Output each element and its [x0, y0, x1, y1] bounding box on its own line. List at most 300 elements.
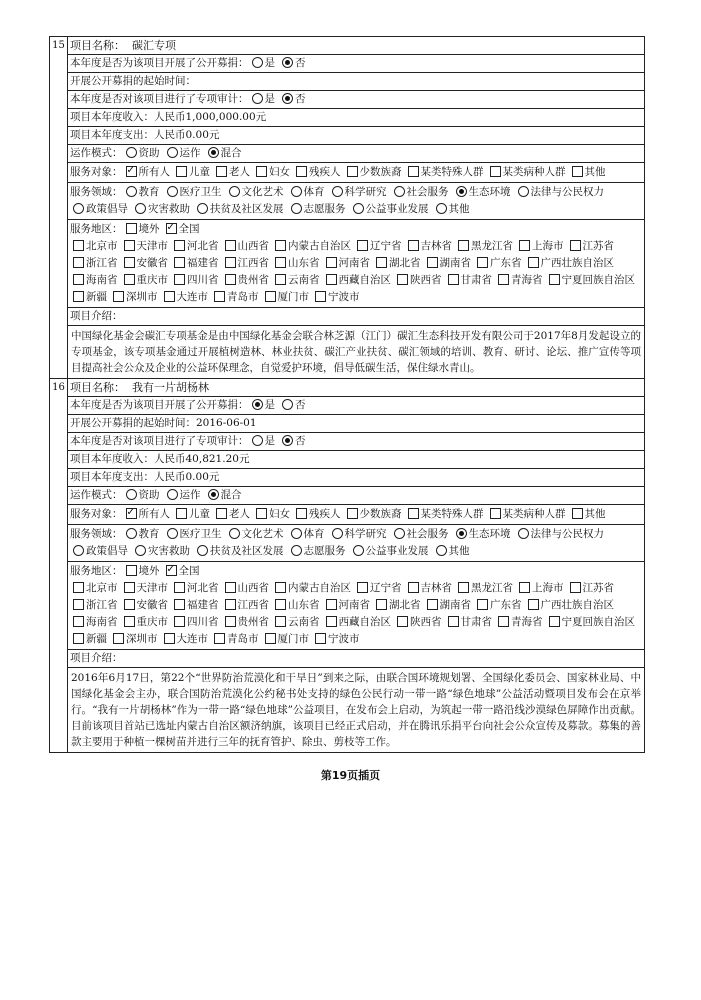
checkbox-unchecked-icon: [174, 616, 185, 627]
checkbox-unchecked-icon: [275, 274, 286, 285]
income-row: 项目本年度收入：人民币1,000,000.00元: [68, 109, 644, 127]
radio-unselected-icon: [167, 147, 178, 158]
checkbox-unchecked-icon: [225, 257, 236, 268]
region-10-option[interactable]: 浙江省: [70, 597, 118, 614]
project-name: 碳汇专项: [132, 39, 176, 52]
region-34-option[interactable]: 厦门市: [262, 289, 310, 306]
field-13-option[interactable]: 其他: [433, 545, 470, 557]
radio-unselected-icon: [167, 489, 178, 500]
checkbox-unchecked-icon: [174, 599, 185, 610]
region-34-option[interactable]: 厦门市: [262, 631, 310, 648]
region-35-option[interactable]: 宁波市: [312, 289, 360, 306]
checkbox-unchecked-icon: [174, 240, 185, 251]
checkbox-unchecked-icon: [326, 274, 337, 285]
checkbox-unchecked-icon: [427, 599, 438, 610]
field-11-option[interactable]: 志愿服务: [288, 203, 346, 215]
checkbox-checked-icon: [166, 223, 177, 234]
checkbox-unchecked-icon: [225, 582, 236, 593]
checkbox-unchecked-icon: [572, 166, 583, 177]
field-7-option[interactable]: 法律与公民权力: [515, 528, 605, 540]
region-22-option[interactable]: 四川省: [171, 614, 219, 631]
checkbox-unchecked-icon: [448, 274, 459, 285]
radio-unselected-icon: [353, 545, 364, 556]
radio-unselected-icon: [135, 203, 146, 214]
service-4-option[interactable]: 残疾人: [293, 506, 341, 523]
expense-row: 项目本年度支出：人民币0.00元: [68, 127, 644, 145]
region-31-option[interactable]: 深圳市: [110, 289, 158, 306]
checkbox-unchecked-icon: [256, 166, 267, 177]
radio-unselected-icon: [518, 528, 529, 539]
audit-no-option[interactable]: 否: [279, 435, 306, 447]
region-24-option[interactable]: 云南省: [272, 614, 320, 631]
checkbox-unchecked-icon: [174, 274, 185, 285]
checkbox-unchecked-icon: [265, 633, 276, 644]
radio-unselected-icon: [252, 435, 263, 446]
field-13-option[interactable]: 其他: [433, 203, 470, 215]
field-3-option[interactable]: 体育: [288, 528, 325, 540]
service-8-option[interactable]: 其他: [569, 506, 606, 523]
checkbox-unchecked-icon: [519, 582, 530, 593]
service-2-option[interactable]: 老人: [213, 164, 250, 181]
checkbox-unchecked-icon: [225, 240, 236, 251]
checkbox-unchecked-icon: [570, 582, 581, 593]
service-0-option[interactable]: ✓ 所有人: [123, 506, 171, 523]
region-30-option[interactable]: 新疆: [70, 289, 107, 306]
checkbox-unchecked-icon: [570, 240, 581, 251]
field-6-option[interactable]: 生态环境: [453, 186, 511, 198]
checkbox-unchecked-icon: [73, 582, 84, 593]
checkbox-unchecked-icon: [347, 166, 358, 177]
service-field-row: 服务领域： 教育 医疗卫生 文化艺术 体育 科学研究 社会服务 生态环境 法律与公民权力政策倡导 灾害救助 扶贫及社区发展 志愿服务 公益事业发展 其他: [68, 525, 644, 562]
checkbox-unchecked-icon: [408, 240, 419, 251]
checkbox-unchecked-icon: [275, 582, 286, 593]
checkbox-unchecked-icon: [490, 166, 501, 177]
service-1-option[interactable]: 儿童: [173, 506, 210, 523]
mode-2-option[interactable]: 混合: [205, 147, 242, 159]
region-21-option[interactable]: 重庆市: [121, 614, 169, 631]
checkbox-unchecked-icon: [275, 257, 286, 268]
region-28-option[interactable]: 青海省: [495, 272, 543, 289]
checkbox-unchecked-icon: [225, 599, 236, 610]
mode-1-option[interactable]: 运作: [164, 489, 201, 501]
region-26-option[interactable]: 陕西省: [394, 272, 442, 289]
checkbox-unchecked-icon: [174, 582, 185, 593]
radio-unselected-icon: [353, 203, 364, 214]
checkbox-unchecked-icon: [164, 291, 175, 302]
checkbox-unchecked-icon: [275, 599, 286, 610]
region-29-option[interactable]: 宁夏回族自治区: [546, 272, 636, 289]
radio-unselected-icon: [167, 186, 178, 197]
region-2-option[interactable]: 河北省: [171, 580, 219, 597]
region-1-option[interactable]: 天津市: [121, 580, 169, 597]
checkbox-unchecked-icon: [397, 616, 408, 627]
checkbox-unchecked-icon: [275, 240, 286, 251]
expense-value: 人民币0.00元: [154, 471, 220, 483]
region-8-option[interactable]: 上海市: [516, 580, 564, 597]
project-index: 15: [50, 37, 68, 378]
region-20-option[interactable]: 海南省: [70, 614, 118, 631]
field-8-option[interactable]: 政策倡导: [70, 203, 128, 215]
checkbox-unchecked-icon: [408, 582, 419, 593]
region-31-option[interactable]: 深圳市: [110, 631, 158, 648]
field-1-option[interactable]: 医疗卫生: [164, 186, 222, 198]
checkbox-unchecked-icon: [296, 166, 307, 177]
field-9-option[interactable]: 灾害救助: [132, 203, 190, 215]
radio-unselected-icon: [518, 186, 529, 197]
region-3-option[interactable]: 山西省: [222, 580, 270, 597]
checkbox-unchecked-icon: [549, 616, 560, 627]
checkbox-unchecked-icon: [427, 257, 438, 268]
region-17-option[interactable]: 湖南省: [424, 255, 472, 272]
field-2-option[interactable]: 文化艺术: [226, 528, 284, 540]
checkbox-unchecked-icon: [376, 257, 387, 268]
checkbox-checked-icon: [166, 565, 177, 576]
radio-unselected-icon: [73, 545, 84, 556]
checkbox-unchecked-icon: [326, 257, 337, 268]
region-3-option[interactable]: 山西省: [222, 238, 270, 255]
checkbox-unchecked-icon: [458, 582, 469, 593]
checkbox-unchecked-icon: [357, 240, 368, 251]
region-26-option[interactable]: 陕西省: [394, 614, 442, 631]
region-11-option[interactable]: 安徽省: [121, 597, 169, 614]
service-region-row: 服务地区： 境外✓ 全国 北京市 天津市 河北省 山西省 内蒙古自治区 辽宁省 吉林省 黑龙江省 上海市 江苏省浙江省 安徽省 福建省 江西省 山东省 河南省 湖北省 湖南省 广东省 广西壮族自治区海南省 重庆市 四川省 贵州省 云南省 西藏自治区 陕西省 甘肃省 青海省 宁夏回族自治区新疆 深圳市 大连市 青岛市 厦门市 宁波市: [68, 220, 644, 308]
checkbox-unchecked-icon: [73, 274, 84, 285]
radio-selected-icon: [208, 147, 219, 158]
checkbox-unchecked-icon: [73, 616, 84, 627]
checkbox-unchecked-icon: [113, 291, 124, 302]
checkbox-unchecked-icon: [124, 257, 135, 268]
checkbox-unchecked-icon: [265, 291, 276, 302]
checkbox-unchecked-icon: [176, 508, 187, 519]
mode-0-option[interactable]: 资助: [123, 489, 160, 501]
radio-unselected-icon: [126, 186, 137, 197]
region-18-option[interactable]: 广东省: [474, 255, 522, 272]
checkbox-unchecked-icon: [124, 582, 135, 593]
service-3-option[interactable]: 妇女: [253, 164, 290, 181]
field-0-option[interactable]: 教育: [123, 528, 160, 540]
mode-2-option[interactable]: 混合: [205, 489, 242, 501]
checkbox-unchecked-icon: [549, 274, 560, 285]
project-index: 16: [50, 379, 68, 752]
field-9-option[interactable]: 灾害救助: [132, 545, 190, 557]
radio-unselected-icon: [73, 203, 84, 214]
region-0-option[interactable]: 北京市: [70, 580, 118, 597]
region-12-option[interactable]: 福建省: [171, 255, 219, 272]
fundraising-row: 本年度是否为该项目开展了公开募捐： 是 否: [68, 397, 644, 415]
region-9-option[interactable]: 江苏省: [567, 238, 615, 255]
region-top-1-option[interactable]: ✓ 全国: [163, 221, 200, 238]
checkbox-unchecked-icon: [572, 508, 583, 519]
region-6-option[interactable]: 吉林省: [405, 238, 453, 255]
audit-yes-option[interactable]: 是: [249, 435, 276, 447]
service-target-row: 服务对象：✓ 所有人 儿童 老人 妇女 残疾人 少数族裔 某类特殊人群 某类病种人群 其他: [68, 163, 644, 183]
region-33-option[interactable]: 青岛市: [211, 289, 259, 306]
region-14-option[interactable]: 山东省: [272, 255, 320, 272]
checkbox-checked-icon: [126, 166, 137, 177]
region-19-option[interactable]: 广西壮族自治区: [525, 597, 615, 614]
income-value: 人民币40,821.20元: [154, 453, 250, 465]
region-17-option[interactable]: 湖南省: [424, 597, 472, 614]
region-4-option[interactable]: 内蒙古自治区: [272, 580, 351, 597]
project-block: [50, 37, 644, 379]
field-4-option[interactable]: 科学研究: [329, 528, 387, 540]
field-10-option[interactable]: 扶贫及社区发展: [194, 203, 284, 215]
fundraising-yes-option[interactable]: 是: [249, 399, 276, 411]
audit-no-option[interactable]: 否: [279, 93, 306, 105]
expense-value: 人民币0.00元: [154, 129, 220, 141]
income-row: 项目本年度收入：人民币40,821.20元: [68, 451, 644, 469]
radio-unselected-icon: [332, 186, 343, 197]
region-24-option[interactable]: 云南省: [272, 272, 320, 289]
region-8-option[interactable]: 上海市: [516, 238, 564, 255]
checkbox-unchecked-icon: [214, 633, 225, 644]
service-6-option[interactable]: 某类特殊人群: [405, 506, 484, 523]
service-2-option[interactable]: 老人: [213, 506, 250, 523]
checkbox-unchecked-icon: [347, 508, 358, 519]
service-7-option[interactable]: 某类病种人群: [487, 164, 566, 181]
radio-selected-icon: [456, 186, 467, 197]
radio-unselected-icon: [197, 203, 208, 214]
field-10-option[interactable]: 扶贫及社区发展: [194, 545, 284, 557]
radio-unselected-icon: [332, 528, 343, 539]
checkbox-unchecked-icon: [256, 508, 267, 519]
region-top-0-option[interactable]: 境外: [123, 563, 160, 580]
fundraising-row: 本年度是否为该项目开展了公开募捐： 是 否: [68, 55, 644, 73]
radio-unselected-icon: [229, 528, 240, 539]
checkbox-unchecked-icon: [174, 257, 185, 268]
region-16-option[interactable]: 湖北省: [373, 255, 421, 272]
checkbox-unchecked-icon: [357, 582, 368, 593]
region-27-option[interactable]: 甘肃省: [445, 614, 493, 631]
radio-unselected-icon: [197, 545, 208, 556]
checkbox-unchecked-icon: [448, 616, 459, 627]
checkbox-unchecked-icon: [126, 223, 137, 234]
fundraising-no-option[interactable]: 否: [279, 57, 306, 69]
region-32-option[interactable]: 大连市: [161, 631, 209, 648]
region-23-option[interactable]: 贵州省: [222, 272, 270, 289]
region-6-option[interactable]: 吉林省: [405, 580, 453, 597]
region-7-option[interactable]: 黑龙江省: [455, 580, 513, 597]
region-35-option[interactable]: 宁波市: [312, 631, 360, 648]
service-region-row: 服务地区： 境外✓ 全国 北京市 天津市 河北省 山西省 内蒙古自治区 辽宁省 吉林省 黑龙江省 上海市 江苏省浙江省 安徽省 福建省 江西省 山东省 河南省 湖北省 湖南省 广东省 广西壮族自治区海南省 重庆市 四川省 贵州省 云南省 西藏自治区 陕西省 甘肃省 青海省 宁夏回族自治区新疆 深圳市 大连市 青岛市 厦门市 宁波市: [68, 562, 644, 650]
region-14-option[interactable]: 山东省: [272, 597, 320, 614]
radio-unselected-icon: [394, 528, 405, 539]
region-15-option[interactable]: 河南省: [323, 597, 371, 614]
radio-unselected-icon: [252, 57, 263, 68]
service-1-option[interactable]: 儿童: [173, 164, 210, 181]
intro-label-row: 项目介绍：: [68, 308, 644, 326]
region-12-option[interactable]: 福建省: [171, 597, 219, 614]
radio-selected-icon: [208, 489, 219, 500]
project-intro-text: 2016年6月17日，第22个“世界防治荒漠化和干旱日”到来之际，由联合国环境规划署、全国绿化委员会、国家林业局、中国绿化基金会主办，联合国防治荒漠化公约秘书处支持的绿色公民行动一带一路“绿色地球”公益活动暨项目发布会在京举行。“我有一片胡杨林”作为一带一路“绿色地球”公益项目，在发布会上启动，为筑起一带一路沿线沙漠绿色屏障作出贡献。目前该项目首站已选址内蒙古自治区额济纳旗，该项目已经正式启动，并在腾讯乐捐平台向社会公众宣传及募款。募集的善款主要用于种植一棵树苗并进行三年的抚育管护、除虫、剪枝等工作。: [71, 672, 641, 748]
radio-unselected-icon: [394, 186, 405, 197]
checkbox-unchecked-icon: [216, 166, 227, 177]
service-5-option[interactable]: 少数族裔: [344, 164, 402, 181]
checkbox-unchecked-icon: [73, 240, 84, 251]
radio-unselected-icon: [126, 147, 137, 158]
fundraising-start-row: 开展公开募捐的起始时间：: [68, 73, 644, 91]
region-18-option[interactable]: 广东省: [474, 597, 522, 614]
intro-label-row: 项目介绍：: [68, 650, 644, 668]
region-16-option[interactable]: 湖北省: [373, 597, 421, 614]
fundraising-start-row: 开展公开募捐的起始时间：2016-06-01: [68, 415, 644, 433]
checkbox-unchecked-icon: [225, 274, 236, 285]
page-footer: 第19页插页: [320, 769, 381, 782]
checkbox-unchecked-icon: [498, 274, 509, 285]
audit-row: 本年度是否对该项目进行了专项审计： 是 否: [68, 91, 644, 109]
service-4-option[interactable]: 残疾人: [293, 164, 341, 181]
region-20-option[interactable]: 海南省: [70, 272, 118, 289]
radio-unselected-icon: [291, 528, 302, 539]
region-23-option[interactable]: 贵州省: [222, 614, 270, 631]
fundraising-start-value: 2016-06-01: [196, 417, 257, 429]
region-21-option[interactable]: 重庆市: [121, 272, 169, 289]
field-1-option[interactable]: 医疗卫生: [164, 528, 222, 540]
radio-selected-icon: [282, 57, 293, 68]
region-13-option[interactable]: 江西省: [222, 255, 270, 272]
project-name-row: 项目名称： 碳汇专项: [68, 37, 644, 55]
radio-unselected-icon: [436, 545, 447, 556]
service-3-option[interactable]: 妇女: [253, 506, 290, 523]
field-5-option[interactable]: 社会服务: [391, 528, 449, 540]
checkbox-checked-icon: [126, 508, 137, 519]
field-6-option[interactable]: 生态环境: [453, 528, 511, 540]
checkbox-unchecked-icon: [176, 166, 187, 177]
region-15-option[interactable]: 河南省: [323, 255, 371, 272]
field-4-option[interactable]: 科学研究: [329, 186, 387, 198]
checkbox-unchecked-icon: [73, 599, 84, 610]
region-7-option[interactable]: 黑龙江省: [455, 238, 513, 255]
field-7-option[interactable]: 法律与公民权力: [515, 186, 605, 198]
checkbox-unchecked-icon: [498, 616, 509, 627]
radio-selected-icon: [282, 435, 293, 446]
region-33-option[interactable]: 青岛市: [211, 631, 259, 648]
checkbox-unchecked-icon: [73, 633, 84, 644]
radio-selected-icon: [252, 399, 263, 410]
region-top-0-option[interactable]: 境外: [123, 221, 160, 238]
fundraising-no-option[interactable]: 否: [279, 399, 306, 411]
service-7-option[interactable]: 某类病种人群: [487, 506, 566, 523]
project-intro-text: 中国绿化基金会碳汇专项基金是由中国绿化基金会联合林芝源（江门）碳汇生态科技开发有限公司于2017年8月发起设立的专项基金，该专项基金通过开展植树造林、林业扶贫、碳汇产业扶贫、碳汇领域的培训、教育、研讨、论坛、推广宣传等项目提高社会公众及企业的公益环保理念，自觉爱护环境，倡导低碳生活，保住绿水青山。: [71, 330, 641, 374]
radio-selected-icon: [456, 528, 467, 539]
region-28-option[interactable]: 青海省: [495, 614, 543, 631]
radio-unselected-icon: [291, 545, 302, 556]
region-9-option[interactable]: 江苏省: [567, 580, 615, 597]
radio-unselected-icon: [291, 186, 302, 197]
region-25-option[interactable]: 西藏自治区: [323, 272, 392, 289]
operation-mode-row: 运作模式： 资助 运作 混合: [68, 487, 644, 505]
field-12-option[interactable]: 公益事业发展: [350, 203, 429, 215]
checkbox-unchecked-icon: [477, 257, 488, 268]
checkbox-unchecked-icon: [73, 257, 84, 268]
radio-unselected-icon: [252, 93, 263, 104]
field-8-option[interactable]: 政策倡导: [70, 545, 128, 557]
project-name: 我有一片胡杨林: [132, 381, 209, 394]
income-value: 人民币1,000,000.00元: [154, 111, 267, 123]
project-block: [50, 379, 644, 752]
checkbox-unchecked-icon: [124, 240, 135, 251]
region-22-option[interactable]: 四川省: [171, 272, 219, 289]
checkbox-unchecked-icon: [408, 166, 419, 177]
mode-0-option[interactable]: 资助: [123, 147, 160, 159]
field-5-option[interactable]: 社会服务: [391, 186, 449, 198]
checkbox-unchecked-icon: [296, 508, 307, 519]
checkbox-unchecked-icon: [216, 508, 227, 519]
checkbox-unchecked-icon: [315, 291, 326, 302]
checkbox-unchecked-icon: [326, 616, 337, 627]
field-2-option[interactable]: 文化艺术: [226, 186, 284, 198]
fundraising-yes-option[interactable]: 是: [249, 57, 276, 69]
checkbox-unchecked-icon: [408, 508, 419, 519]
region-2-option[interactable]: 河北省: [171, 238, 219, 255]
region-5-option[interactable]: 辽宁省: [354, 238, 402, 255]
radio-unselected-icon: [126, 489, 137, 500]
region-top-1-option[interactable]: ✓ 全国: [163, 563, 200, 580]
radio-unselected-icon: [282, 399, 293, 410]
audit-yes-option[interactable]: 是: [249, 93, 276, 105]
checkbox-unchecked-icon: [73, 291, 84, 302]
region-10-option[interactable]: 浙江省: [70, 255, 118, 272]
region-11-option[interactable]: 安徽省: [121, 255, 169, 272]
radio-unselected-icon: [167, 528, 178, 539]
region-32-option[interactable]: 大连市: [161, 289, 209, 306]
checkbox-unchecked-icon: [528, 257, 539, 268]
field-12-option[interactable]: 公益事业发展: [350, 545, 429, 557]
region-13-option[interactable]: 江西省: [222, 597, 270, 614]
service-5-option[interactable]: 少数族裔: [344, 506, 402, 523]
field-11-option[interactable]: 志愿服务: [288, 545, 346, 557]
checkbox-unchecked-icon: [124, 599, 135, 610]
radio-unselected-icon: [436, 203, 447, 214]
region-0-option[interactable]: 北京市: [70, 238, 118, 255]
checkbox-unchecked-icon: [477, 599, 488, 610]
radio-unselected-icon: [135, 545, 146, 556]
checkbox-unchecked-icon: [124, 616, 135, 627]
region-29-option[interactable]: 宁夏回族自治区: [546, 614, 636, 631]
mode-1-option[interactable]: 运作: [164, 147, 201, 159]
radio-unselected-icon: [126, 528, 137, 539]
service-0-option[interactable]: ✓ 所有人: [123, 164, 171, 181]
expense-row: 项目本年度支出：人民币0.00元: [68, 469, 644, 487]
region-4-option[interactable]: 内蒙古自治区: [272, 238, 351, 255]
checkbox-unchecked-icon: [315, 633, 326, 644]
field-3-option[interactable]: 体育: [288, 186, 325, 198]
region-27-option[interactable]: 甘肃省: [445, 272, 493, 289]
radio-unselected-icon: [229, 186, 240, 197]
project-name-row: 项目名称： 我有一片胡杨林: [68, 379, 644, 397]
region-19-option[interactable]: 广西壮族自治区: [525, 255, 615, 272]
checkbox-unchecked-icon: [126, 565, 137, 576]
region-25-option[interactable]: 西藏自治区: [323, 614, 392, 631]
radio-unselected-icon: [291, 203, 302, 214]
project-form-table: [49, 36, 645, 753]
service-target-row: 服务对象：✓ 所有人 儿童 老人 妇女 残疾人 少数族裔 某类特殊人群 某类病种人群 其他: [68, 505, 644, 525]
checkbox-unchecked-icon: [225, 616, 236, 627]
region-30-option[interactable]: 新疆: [70, 631, 107, 648]
service-8-option[interactable]: 其他: [569, 164, 606, 181]
checkbox-unchecked-icon: [519, 240, 530, 251]
field-0-option[interactable]: 教育: [123, 186, 160, 198]
checkbox-unchecked-icon: [326, 599, 337, 610]
checkbox-unchecked-icon: [458, 240, 469, 251]
checkbox-unchecked-icon: [528, 599, 539, 610]
checkbox-unchecked-icon: [275, 616, 286, 627]
checkbox-unchecked-icon: [376, 599, 387, 610]
region-5-option[interactable]: 辽宁省: [354, 580, 402, 597]
radio-selected-icon: [282, 93, 293, 104]
region-1-option[interactable]: 天津市: [121, 238, 169, 255]
service-6-option[interactable]: 某类特殊人群: [405, 164, 484, 181]
